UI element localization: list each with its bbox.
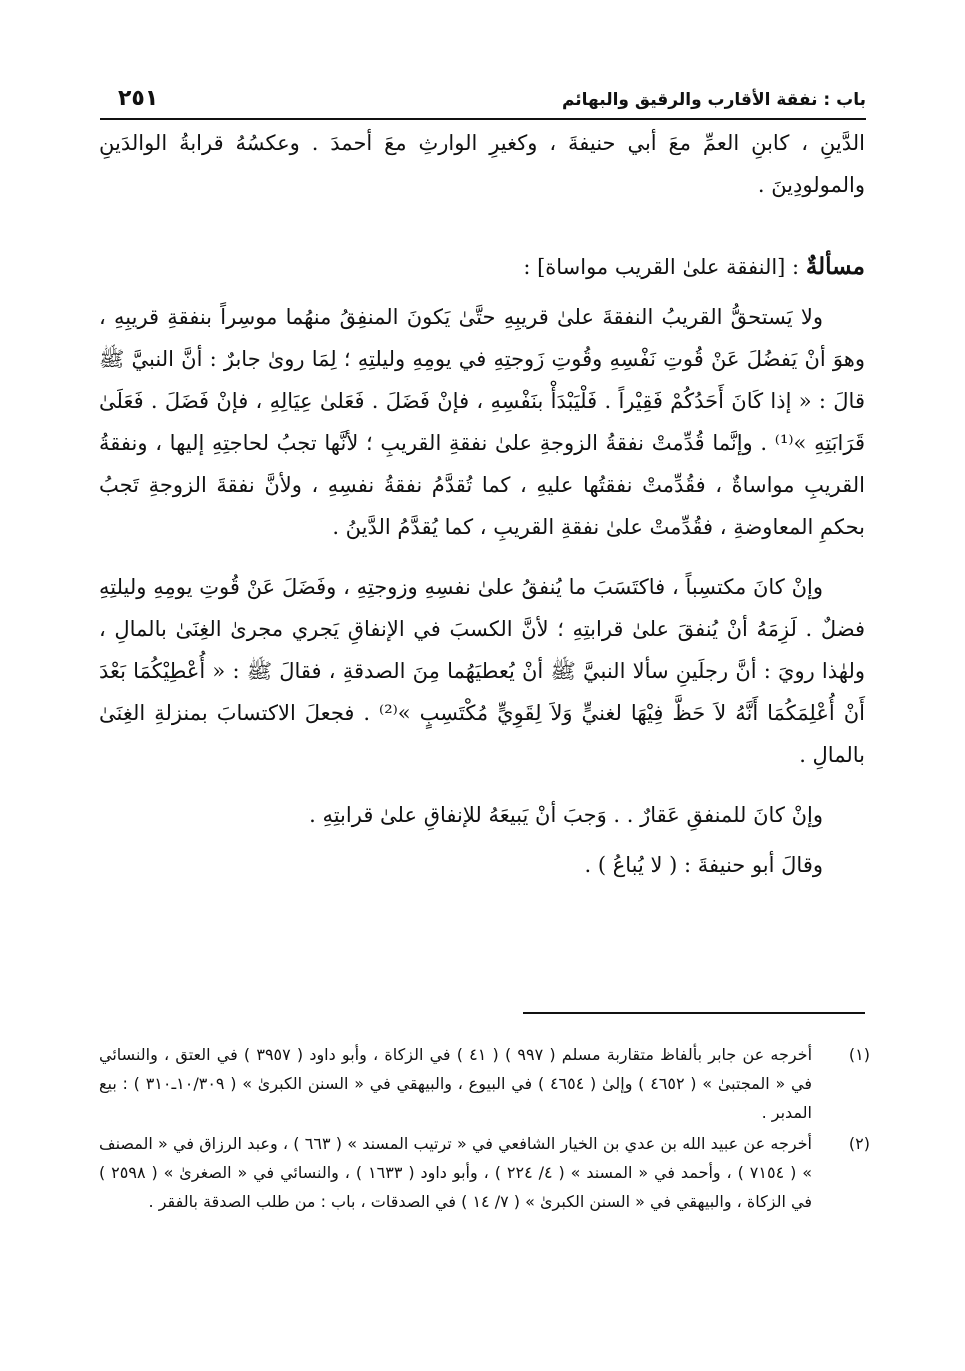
footnote-number: (٢) (848, 1134, 870, 1153)
paragraph-continuation: الدَّينِ ، كابنِ العمِّ معَ أبي حنيفةَ ، وكغيرِ الوارثِ معَ أحمدَ . وعكسُهُ قرابةُ الوالدَينِ والمولودِينَ . (99, 131, 865, 197)
main-text (99, 122, 865, 886)
footnote (99, 1040, 870, 1127)
footnote-number: (١) (848, 1045, 870, 1064)
paragraph: وإنْ كانَ مكتسِباً ، فاكتَسَبَ ما يُنفقُ علىٰ نفسِهِ وزوجتِهِ ، وفَضَلَ عَنْ قُوتِ يومِهِ وليلتِهِ فضلٌ . لَزِمَهُ أنْ يُنفقَ علىٰ قرابتِهِ ؛ لأنَّ الكسبَ في الإنفاقِ يَجري مجرىٰ الغِنَىٰ بالمالِ ، ولهٰذا رويَ : أنَّ رجلَينِ سألا النبيَّ ﷺ أنْ يُعطيَهُما مِنَ الصدقةِ ، فقالَ ﷺ : « أُعْطِيْكُمَا بَعْدَ أَنْ أُعْلِمَكُمَا أَنَّهُ لاَ حَظَّ فِيْهَا لغنيٍّ وَلاَ لِقَوِيٍّ مُكْتَسِبٍ »⁽²⁾ . فجعلَ الاكتسابَ بمنزلةِ الغِنَىٰ بالمالِ . (99, 575, 865, 767)
footnote-text: أخرجه عن عبيد الله بن عدي بن الخيار الشافعي في « ترتيب المسند » ( ٦٦٣ ) ، وعبد الرزاق في « المصنف » ( ٧١٥٤ ) ، وأحمد في « المسند » ( ٤/ ٢٢٤ ) ، وأبو داود ( ١٦٣٣ ) ، والنسائي في « الصغرىٰ » ( ٢٥٩٨ ) في الزكاة ، والبيهقي في « السنن الكبرىٰ » ( ٧/ ١٤ ) في الصدقات ، باب : من طلب الصدقة بالفقر . (99, 1134, 813, 1211)
running-title: باب : نفقة الأقارب والرقيق والبهائم (561, 90, 866, 110)
footnote-separator (523, 1012, 865, 1014)
footnote-text: أخرجه عن جابر بألفاظ متقاربة مسلم ( ٩٩٧ ) ( ٤١ ) في الزكاة ، وأبو داود ( ٣٩٥٧ ) في العتق ، والنسائي في « المجتبىٰ » ( ٤٦٥٢ ) وإلىٰ ( ٤٦٥٤ ) في البيوع ، والبيهقي في « السنن الكبرىٰ » ( ١٠/٣٠٩ـ٣١٠ ) : بيع المدبر . (99, 1045, 813, 1122)
paragraph: وإنْ كانَ للمنفقِ عَقارٌ . . وَجبَ أنْ يَبيعَهُ للإنفاقِ علىٰ قرابتِهِ . (309, 803, 823, 827)
paragraph: وقالَ أبو حنيفةَ : ( لا يُباعُ ) . (584, 853, 823, 877)
footnote (99, 1129, 870, 1216)
paragraph: ولا يَستحقُّ القريبُ النفقةَ علىٰ قريبِهِ حتَّىٰ يَكونَ المنفِقُ منهُما موسِراً بنفقةِ قريبِهِ ، وهوَ أنْ يَفضُلَ عَنْ قُوتِ نَفْسِهِ وقُوتِ زَوجتِهِ في يومِهِ وليلتِهِ ؛ لِمَا روىٰ جابرٌ : أنَّ النبيَّ ﷺ قالَ : « إذا كَانَ أَحَدُكُمْ فَقِيْراً . فَلْيَبْدَأْ بنَفْسِهِ ، فإنْ فَضَلَ . فَعَلىٰ عِيَالِهِ ، فإنْ فَضَلَ . فَعَلَىٰ قَرَابَتِهِ »⁽¹⁾ . وإنَّما قُدِّمتْ نفقةُ الزوجةِ علىٰ نفقةِ القريبِ ؛ لأنَّها تجبُ لحاجتِهِ إليها ، ونفقةُ القريبِ مواساةٌ ، فقُدِّمتْ نفقتُها عليهِ ، كما تُقدَّمُ نفقةُ نفسِهِ ، ولأنَّ نفقةَ الزوجةِ تَجبُ بحكمِ المعاوضةِ ، فقُدِّمتْ علىٰ نفقةِ القريبِ ، كما يُقدَّمُ الدَّينُ . (99, 305, 865, 539)
footnotes (99, 1040, 870, 1218)
section-heading (99, 246, 865, 288)
page-number: ٢٥١ (118, 86, 159, 111)
heading-label: مسألةٌ (805, 253, 865, 280)
page-header (100, 84, 866, 120)
heading-title: : [النفقة علىٰ القريب مواساة] : (523, 255, 806, 279)
